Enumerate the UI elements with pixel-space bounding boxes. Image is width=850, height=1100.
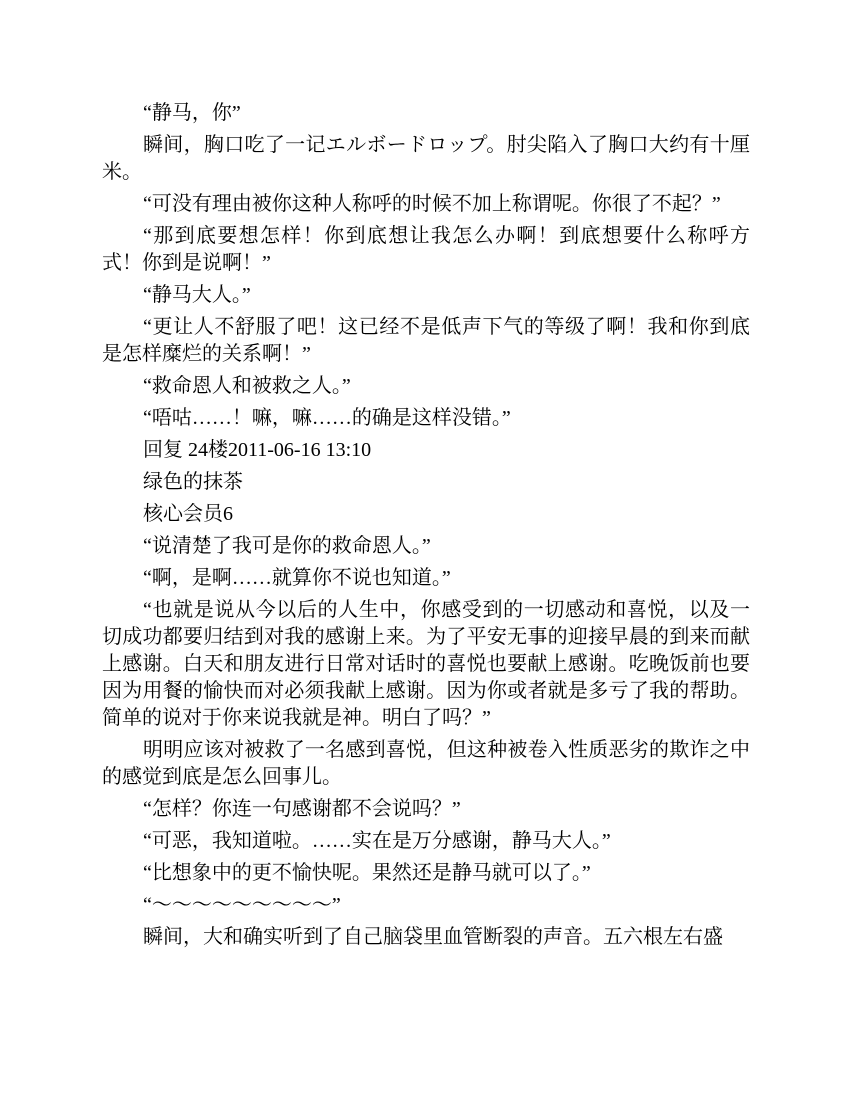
paragraph: “啊，是啊……就算你不说也知道。” [143,567,451,589]
paragraph: “～～～～～～～～～” [143,894,341,916]
reply-timestamp: 回复 24楼2011-06-16 13:10 [143,439,372,461]
member-level: 核心会员6 [143,503,233,525]
paragraph: “那到底要想怎样！你到底想让我怎么办啊！到底想要什么称呼方式！你到是说啊！” [102,225,750,274]
paragraph: “唔咕……！嘛，嘛……的确是这样没错。” [143,407,511,429]
paragraph: “怎样？你连一句感谢都不会说吗？” [143,798,461,820]
document-body [102,100,750,956]
paragraph: 明明应该对被救了一名感到喜悦，但这种被卷入性质恶劣的欺诈之中的感觉到底是怎么回事儿。 [102,739,750,788]
author-name: 绿色的抹茶 [143,471,243,493]
paragraph: “说清楚了我可是你的救命恩人。” [143,535,431,557]
paragraph: 瞬间，大和确实听到了自己脑袋里血管断裂的声音。五六根左右盛 [143,926,723,948]
paragraph: “可恶，我知道啦。……实在是万分感谢，静马大人。” [143,830,611,852]
paragraph: “可没有理由被你这种人称呼的时候不加上称谓呢。你很了不起？” [143,193,721,215]
paragraph: “更让人不舒服了吧！这已经不是低声下气的等级了啊！我和你到底是怎样糜烂的关系啊！” [102,316,750,365]
paragraph: “救命恩人和被救之人。” [143,375,351,397]
paragraph: “静马，你” [143,102,241,124]
paragraph: “也就是说从今以后的人生中，你感受到的一切感动和喜悦，以及一切成功都要归结到对我的感谢上来。为了平安无事的迎接早晨的到来而献上感谢。白天和朋友进行日常对话时的喜悦也要献上感谢。吃晚饭前也要因为用餐的愉快而对必须我献上感谢。因为你或者就是多亏了我的帮助。简单的说对于你来说我就是神。明白了吗？” [102,599,750,729]
paragraph: “静马大人。” [143,284,251,306]
paragraph: 瞬间，胸口吃了一记エルボードロップ。肘尖陷入了胸口大约有十厘米。 [102,134,750,183]
paragraph: “比想象中的更不愉快呢。果然还是静马就可以了。” [143,862,591,884]
